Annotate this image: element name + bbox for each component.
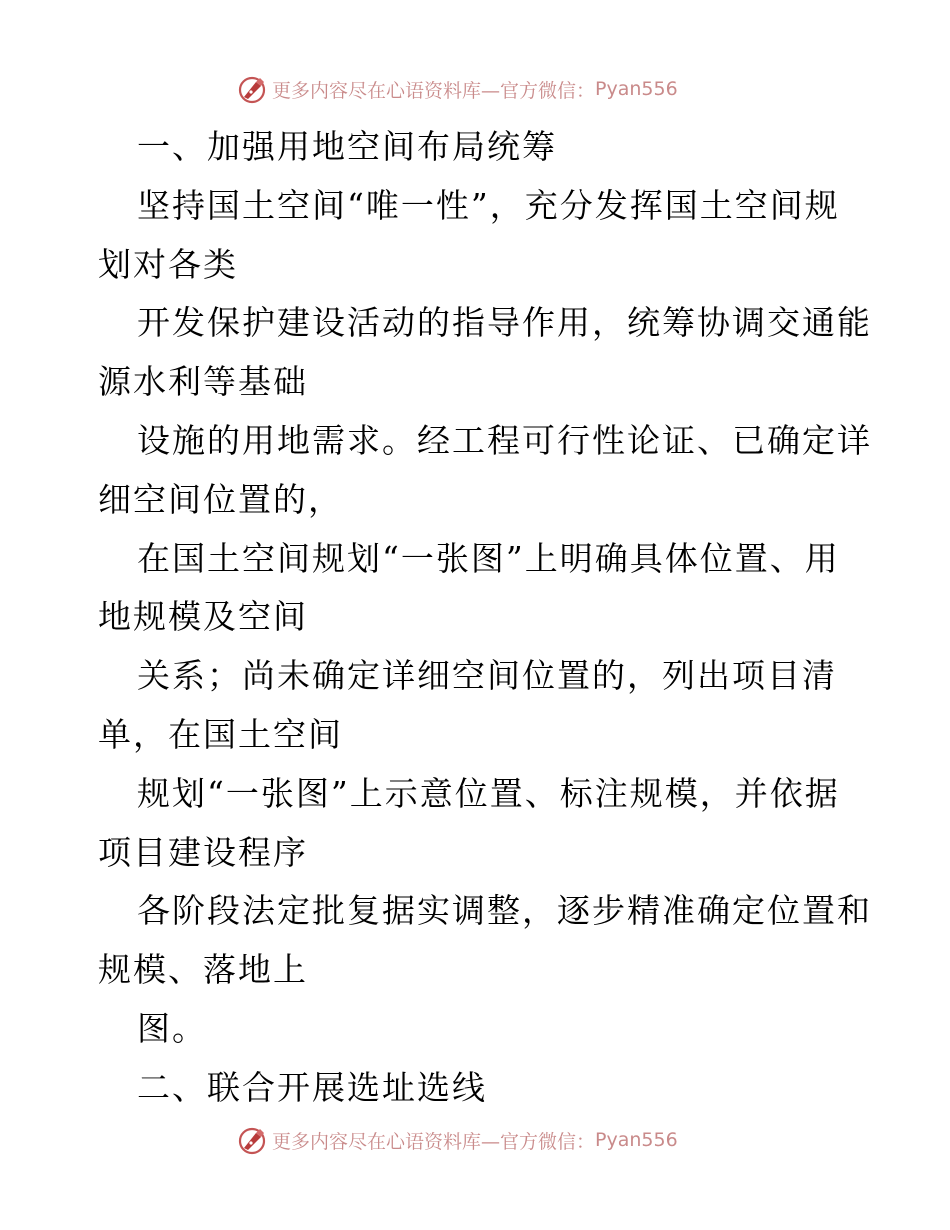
pen-nib-circle-icon: [236, 73, 268, 105]
paragraph-line: 源水利等基础: [98, 362, 308, 402]
footer-watermark: [236, 1123, 678, 1157]
paragraph-line: 图。: [137, 1008, 207, 1048]
watermark-wechat-id: Pyan556: [595, 1129, 678, 1151]
paragraph-line: 各阶段法定批复据实调整，逐步精准确定位置和: [137, 891, 872, 931]
section-heading: 一、加强用地空间布局统筹: [137, 127, 557, 166]
paragraph-line: 开发保护建设活动的指导作用，统筹协调交通能: [137, 303, 872, 343]
paragraph-line: 划对各类: [98, 244, 238, 284]
paragraph-line: 规模、落地上: [98, 950, 308, 990]
watermark-wechat-id: Pyan556: [595, 78, 678, 100]
paragraph-line: 单，在国土空间: [98, 714, 343, 754]
header-watermark: [236, 72, 678, 106]
document-body: [98, 118, 872, 1118]
watermark-text: 更多内容尽在心语资料库—官方微信：: [272, 79, 596, 102]
section-heading: 二、联合开展选址选线: [137, 1067, 487, 1107]
paragraph-line: 在国土空间规划“一张图”上明确具体位置、用: [137, 538, 840, 578]
paragraph-line: 坚持国土空间“唯一性”，充分发挥国土空间规: [137, 185, 840, 225]
paragraph-line: 规划“一张图”上示意位置、标注规模，并依据: [137, 773, 840, 813]
pen-nib-circle-icon: [236, 1124, 268, 1156]
paragraph-line: 设施的用地需求。经工程可行性论证、已确定详: [137, 420, 872, 460]
paragraph-line: 细空间位置的，: [98, 479, 343, 519]
paragraph-line: 项目建设程序: [98, 832, 308, 872]
paragraph-line: 关系；尚未确定详细空间位置的，列出项目清: [137, 656, 837, 696]
paragraph-line: 地规模及空间: [98, 597, 308, 637]
watermark-text: 更多内容尽在心语资料库—官方微信：: [272, 1130, 596, 1153]
